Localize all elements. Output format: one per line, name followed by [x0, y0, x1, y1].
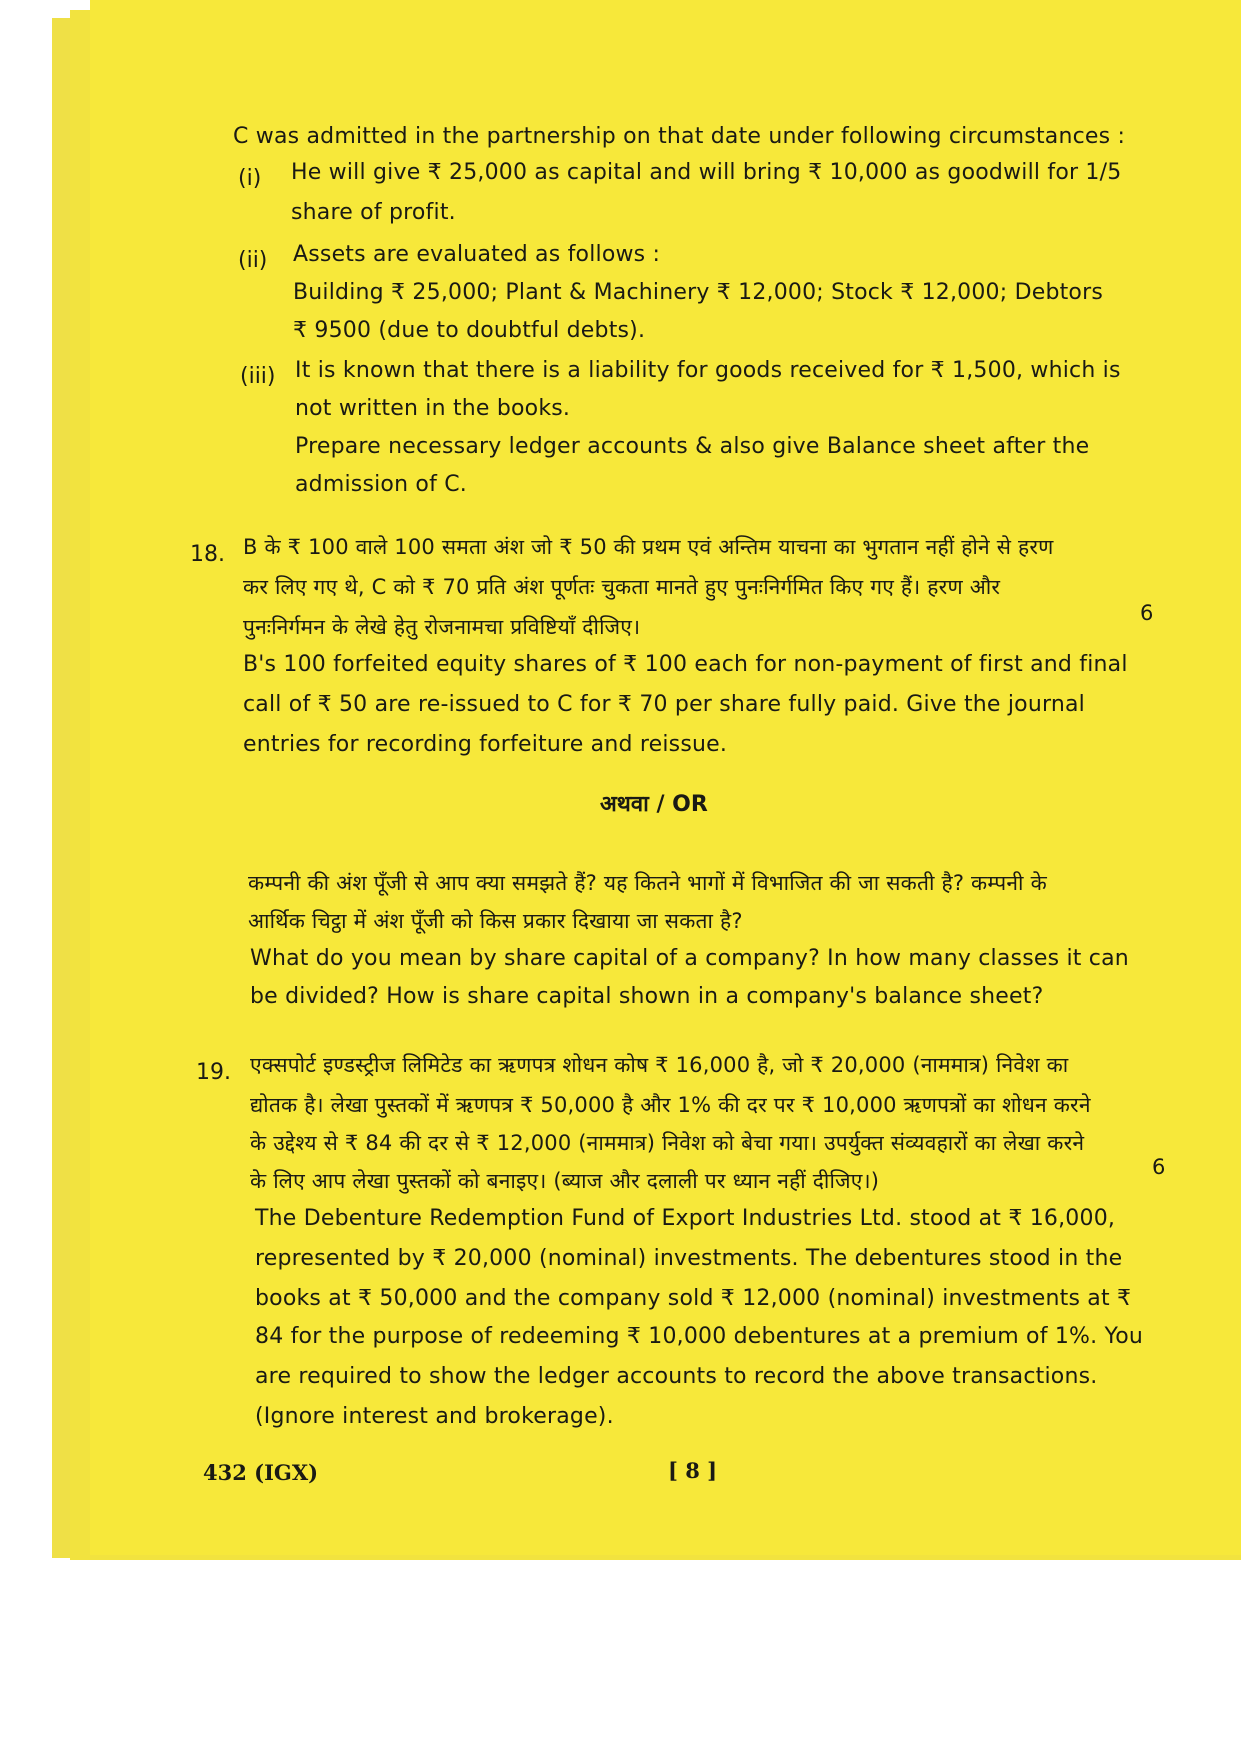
- question-text-english: What do you mean by share capital of a company? In how many classes it can: [250, 946, 1129, 971]
- item-number: (i): [238, 166, 262, 191]
- question-text-english: B's 100 forfeited equity shares of ₹ 100 each for non-payment of first and final: [243, 652, 1128, 677]
- item-text: share of profit.: [291, 200, 456, 225]
- item-text: It is known that there is a liability for goods received for ₹ 1,500, which is: [295, 358, 1121, 383]
- question-text-english: are required to show the ledger accounts to record the above transactions.: [255, 1364, 1098, 1389]
- continuation-intro: C was admitted in the partnership on that date under following circumstances :: [233, 124, 1126, 149]
- paper-code: 432 (IGX): [203, 1460, 319, 1485]
- question-text-english: entries for recording forfeiture and reissue.: [243, 732, 728, 757]
- question-number: 19.: [196, 1060, 231, 1085]
- marks: 6: [1152, 1155, 1166, 1179]
- question-text-hindi: आर्थिक चिट्ठा में अंश पूँजी को किस प्रकार दिखाया जा सकता है?: [248, 909, 743, 933]
- question-text-hindi: के उद्देश्य से ₹ 84 की दर से ₹ 12,000 (नाममात्र) निवेश को बेचा गया। उपर्युक्त संव्यवहारों का लेखा करने: [250, 1131, 1085, 1155]
- item-text: not written in the books.: [295, 396, 571, 421]
- item-text: Prepare necessary ledger accounts & also give Balance sheet after the: [295, 434, 1090, 459]
- item-number: (ii): [238, 248, 268, 273]
- marks: 6: [1140, 601, 1154, 625]
- question-text-english: 84 for the purpose of redeeming ₹ 10,000 debentures at a premium of 1%. You: [255, 1324, 1144, 1349]
- item-text: Building ₹ 25,000; Plant & Machinery ₹ 12,000; Stock ₹ 12,000; Debtors: [293, 280, 1103, 305]
- question-text-hindi: कम्पनी की अंश पूँजी से आप क्या समझते हैं? यह कितने भागों में विभाजित की जा सकती है? कम्पनी के: [248, 871, 1047, 895]
- question-text-hindi: B के ₹ 100 वाले 100 समता अंश जो ₹ 50 की प्रथम एवं अन्तिम याचना का भुगतान नहीं होने से हरण: [243, 535, 1054, 559]
- item-text: admission of C.: [295, 472, 467, 497]
- question-number: 18.: [190, 542, 225, 567]
- item-text: Assets are evaluated as follows :: [293, 242, 661, 267]
- page-number: [ 8 ]: [668, 1458, 718, 1483]
- question-text-english: books at ₹ 50,000 and the company sold ₹ 12,000 (nominal) investments at ₹: [255, 1286, 1132, 1311]
- item-text: ₹ 9500 (due to doubtful debts).: [293, 318, 646, 343]
- question-text-english: represented by ₹ 20,000 (nominal) investments. The debentures stood in the: [255, 1246, 1123, 1271]
- item-number: (iii): [240, 364, 276, 389]
- question-text-english: be divided? How is share capital shown in a company's balance sheet?: [250, 984, 1044, 1009]
- question-text-english: call of ₹ 50 are re-issued to C for ₹ 70 per share fully paid. Give the journal: [243, 692, 1085, 717]
- question-text-hindi: द्योतक है। लेखा पुस्तकों में ऋणपत्र ₹ 50,000 है और 1% की दर पर ₹ 10,000 ऋणपत्रों का शोधन करने: [250, 1093, 1091, 1117]
- question-text-english: (Ignore interest and brokerage).: [255, 1404, 614, 1429]
- question-text-english: The Debenture Redemption Fund of Export Industries Ltd. stood at ₹ 16,000,: [255, 1206, 1116, 1231]
- question-text-hindi: पुनःनिर्गमन के लेखे हेतु रोजनामचा प्रविष्टियाँ दीजिए।: [243, 615, 641, 639]
- question-text-hindi: कर लिए गए थे, C को ₹ 70 प्रति अंश पूर्णतः चुकता मानते हुए पुनःनिर्गमित किए गए हैं। हरण और: [243, 575, 1001, 599]
- question-text-hindi: के लिए आप लेखा पुस्तकों को बनाइए। (ब्याज और दलाली पर ध्यान नहीं दीजिए।): [250, 1169, 880, 1193]
- question-text-hindi: एक्सपोर्ट इण्डस्ट्रीज लिमिटेड का ऋणपत्र शोधन कोष ₹ 16,000 है, जो ₹ 20,000 (नाममात्र) निवेश का: [250, 1053, 1069, 1077]
- or-separator: अथवा / OR: [600, 792, 708, 817]
- item-text: He will give ₹ 25,000 as capital and will bring ₹ 10,000 as goodwill for 1/5: [291, 160, 1122, 185]
